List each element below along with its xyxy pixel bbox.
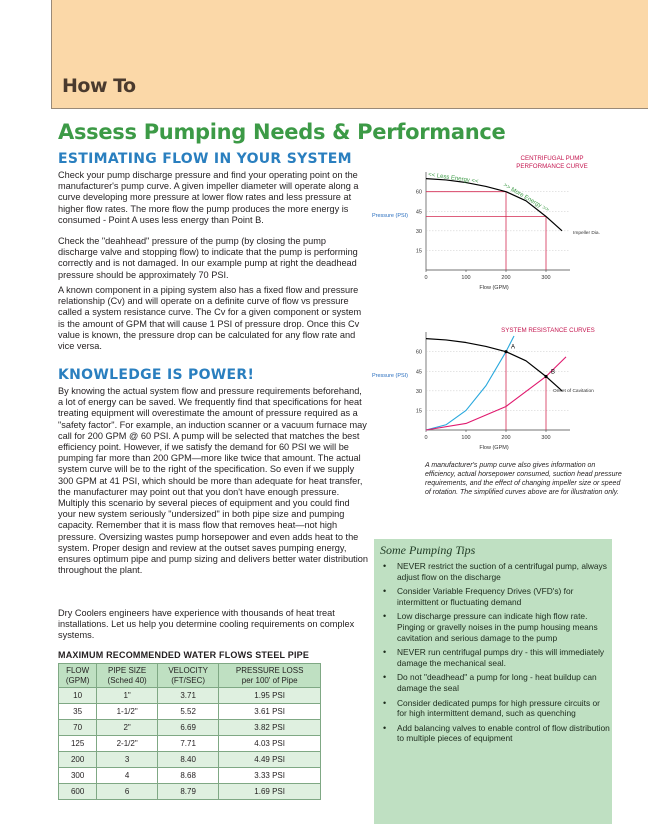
x-tick-label: 0 [424,435,428,441]
table-row [59,736,321,752]
y-tick-label: 15 [415,408,422,415]
bullet-icon: • [383,647,387,658]
cell-flow: 35 [59,704,97,720]
cell-velocity: 5.52 [157,704,218,720]
annotation-cavitation: Onset of Cavitation [553,389,594,394]
cell-flow: 600 [59,784,97,800]
y-tick-label: 45 [415,209,422,216]
bullet-icon: • [383,586,387,597]
table-title: MAXIMUM RECOMMENDED WATER FLOWS STEEL PIPE [58,650,310,660]
y-tick-label: 30 [415,228,422,235]
paragraph-system-resistance: A known component in a piping system also has a fixed flow and pressure relationship (Cv) and will operate on a definite curve of flow vs pressure called a system resistance curve. The Cv for a given component or system is the amount of GPM that will cause 1 PSI of pressure drop. Once this Cv value is known, the pressure drop can be calculated for any flow rate and vice versa. [58,285,362,352]
tip-item [378,647,610,668]
tip-item [378,611,610,643]
x-axis-label: Flow (GPM) [479,445,509,451]
y-tick-label: 45 [415,369,422,376]
table-row [59,688,321,704]
figure-caption: A manufacturer's pump curve also gives information on efficiency, actual horsepower consumed, suction head pressure requirements, and the effect of changing impeller size or speed of rotation. The simplified curves above are for illustration only. [425,462,622,496]
header-pipe-size: PIPE SIZE (Sched 40) [97,664,158,688]
table-row [59,720,321,736]
water-flow-table-section [58,650,321,800]
table-row [59,704,321,720]
x-tick-label: 200 [501,275,511,281]
paragraph-dry-coolers: Dry Coolers engineers have experience with thousands of heat treat installations. Let us help you determine cooling requirements on complex systems. [58,608,355,641]
bullet-icon: • [383,611,387,622]
paragraph-knowledge: By knowing the actual system flow and pressure requirements beforehand, a lot of energy can be saved. We frequently find that specifications for heat treating equipment will overestimate the amount of pressure required as a "safety factor". For example, an induction scanner or a vacuum furnace may call for 200 GPM @ 60 PSI. A pump will be selected that matches the best efficiency point. However, if we satisfy the demand for 60 PSI we will be pumping far more than 200 GPM—more like twice that amount. The actual system curve will be to the right of the specification. So even if we supply 300 GPM at 41 PSI, which should be more than adequate for heat transfer, the manufacturer may point out that you don't have enough pressure. Multiply this scenario by several pieces of equipment and you could find your new system seriously "undersized" in both pipe size and pumping capacity. Remember that it is mass flow that removes heat—not high pressure. Oversizing wastes pump horsepower and even adds heat to the system. Proper design and review at the outset saves pumping energy, ensures optimum pipe and pump sizing and delivers better water distribution throughout the plant. [58,386,368,576]
chart-title: CENTRIFUGAL PUMP PERFORMANCE CURVE [516,155,588,170]
tips-list [378,561,610,748]
cell-flow: 70 [59,720,97,736]
y-axis-label: Pressure (PSI) [371,373,409,379]
paragraph-pump-curve: Check your pump discharge pressure and find your operating point on the manufacturer's pump curve. A given impeller diameter will operate along a curve developing more pressure at lower flow rates and less pressure at higher flow rates. The more flow the pump produces the more energy is consumed - Point A uses less energy than Point B. [58,170,359,225]
y-tick-label: 30 [415,388,422,395]
tip-text: Add balancing valves to enable control of flow distribution to multiple pieces of equipment [397,722,610,744]
cell-velocity: 8.40 [157,752,218,768]
annotation-impeller: Impeller Dia. [573,231,600,236]
y-tick-label: 15 [415,248,422,255]
header-label: How To [62,75,136,97]
table-header-row [59,664,321,688]
cell-pressure-loss: 3.82 PSI [219,720,321,736]
section-heading-estimating-flow: ESTIMATING FLOW IN YOUR SYSTEM [58,151,352,167]
tip-text: NEVER run centrifugal pumps dry - this will immediately damage the mechanical seal. [397,647,605,668]
header-pressure-loss: PRESSURE LOSS per 100' of Pipe [219,664,321,688]
cell-flow: 300 [59,768,97,784]
cell-pipe-size: 2" [97,720,158,736]
bullet-icon: • [383,561,387,571]
cell-flow: 200 [59,752,97,768]
x-tick-label: 300 [541,435,551,441]
tip-text: Low discharge pressure can indicate high flow rate. Pinging or gravelly noises in the pump housing means cavitation and serious damage to the pump [397,611,598,643]
cell-velocity: 7.71 [157,736,218,752]
cell-pressure-loss: 3.61 PSI [219,704,321,720]
x-tick-label: 100 [461,275,471,281]
cell-pressure-loss: 4.03 PSI [219,736,321,752]
water-flow-table [58,663,321,800]
x-tick-label: 200 [501,435,511,441]
table-row [59,752,321,768]
x-tick-label: 100 [461,435,471,441]
section-heading-knowledge: KNOWLEDGE IS POWER! [58,367,255,383]
cell-pipe-size: 3 [97,752,158,768]
tip-item [378,672,610,693]
series-line-1 [426,339,562,391]
tip-item [378,698,610,719]
page-title: Assess Pumping Needs & Performance [58,120,506,144]
bullet-icon: • [383,672,387,683]
tip-text: Consider dedicated pumps for high pressure circuits or for high intermittent demand, such as quenching [397,697,600,719]
cell-flow: 125 [59,736,97,752]
y-axis-label: Pressure (PSI) [371,213,409,219]
cell-velocity: 8.79 [157,784,218,800]
cell-pressure-loss: 1.95 PSI [219,688,321,704]
cell-pressure-loss: 1.69 PSI [219,784,321,800]
table-row [59,784,321,800]
cell-pipe-size: 1-1/2" [97,704,158,720]
operating-point [504,350,507,353]
point-label: B [551,369,556,376]
cell-pipe-size: 2-1/2" [97,736,158,752]
header-band [51,0,648,109]
annotation-more-energy: >> More Energy >> [502,182,550,214]
pump-performance-chart [370,148,640,300]
tip-item [378,561,610,582]
x-tick-label: 0 [424,275,428,281]
x-tick-label: 300 [541,275,551,281]
chart-title: SYSTEM RESISTANCE CURVES [501,327,595,334]
annotation-less-energy: << Less Energy << [427,172,479,186]
bullet-icon: • [383,697,387,708]
cell-pressure-loss: 3.33 PSI [219,768,321,784]
cell-pressure-loss: 4.49 PSI [219,752,321,768]
pumping-tips-box [374,539,612,824]
cell-pipe-size: 1" [97,688,158,704]
cell-pipe-size: 6 [97,784,158,800]
cell-pipe-size: 4 [97,768,158,784]
tip-text: Consider Variable Frequency Drives (VFD's) for intermittent or fluctuating demand [397,586,574,607]
system-resistance-chart [370,322,640,460]
operating-point [544,375,547,378]
cell-velocity: 3.71 [157,688,218,704]
cell-velocity: 6.69 [157,720,218,736]
tip-text: Do not "deadhead" a pump for long - heat buildup can damage the seal [397,672,597,693]
point-label: A [511,344,516,351]
y-tick-label: 60 [415,189,422,196]
y-tick-label: 60 [415,349,422,356]
table-row [59,768,321,784]
bullet-icon: • [383,722,387,733]
paragraph-deadhead: Check the "deahhead" pressure of the pump (by closing the pump discharge valve and stopping flow) to indicate that the pump is performing correctly and is not damaged. In our example pump at right the deadhead pressure should be approximately 70 PSI. [58,236,358,280]
tips-title: Some Pumping Tips [380,543,476,557]
x-axis-label: Flow (GPM) [479,285,509,291]
header-velocity: VELOCITY (FT/SEC) [157,664,218,688]
tip-item [378,723,610,744]
tip-text: NEVER restrict the suction of a centrifugal pump, always adjust flow on the discharge [397,561,607,582]
cell-flow: 10 [59,688,97,704]
header-flow: FLOW (GPM) [59,664,97,688]
cell-velocity: 8.68 [157,768,218,784]
tip-item [378,586,610,607]
